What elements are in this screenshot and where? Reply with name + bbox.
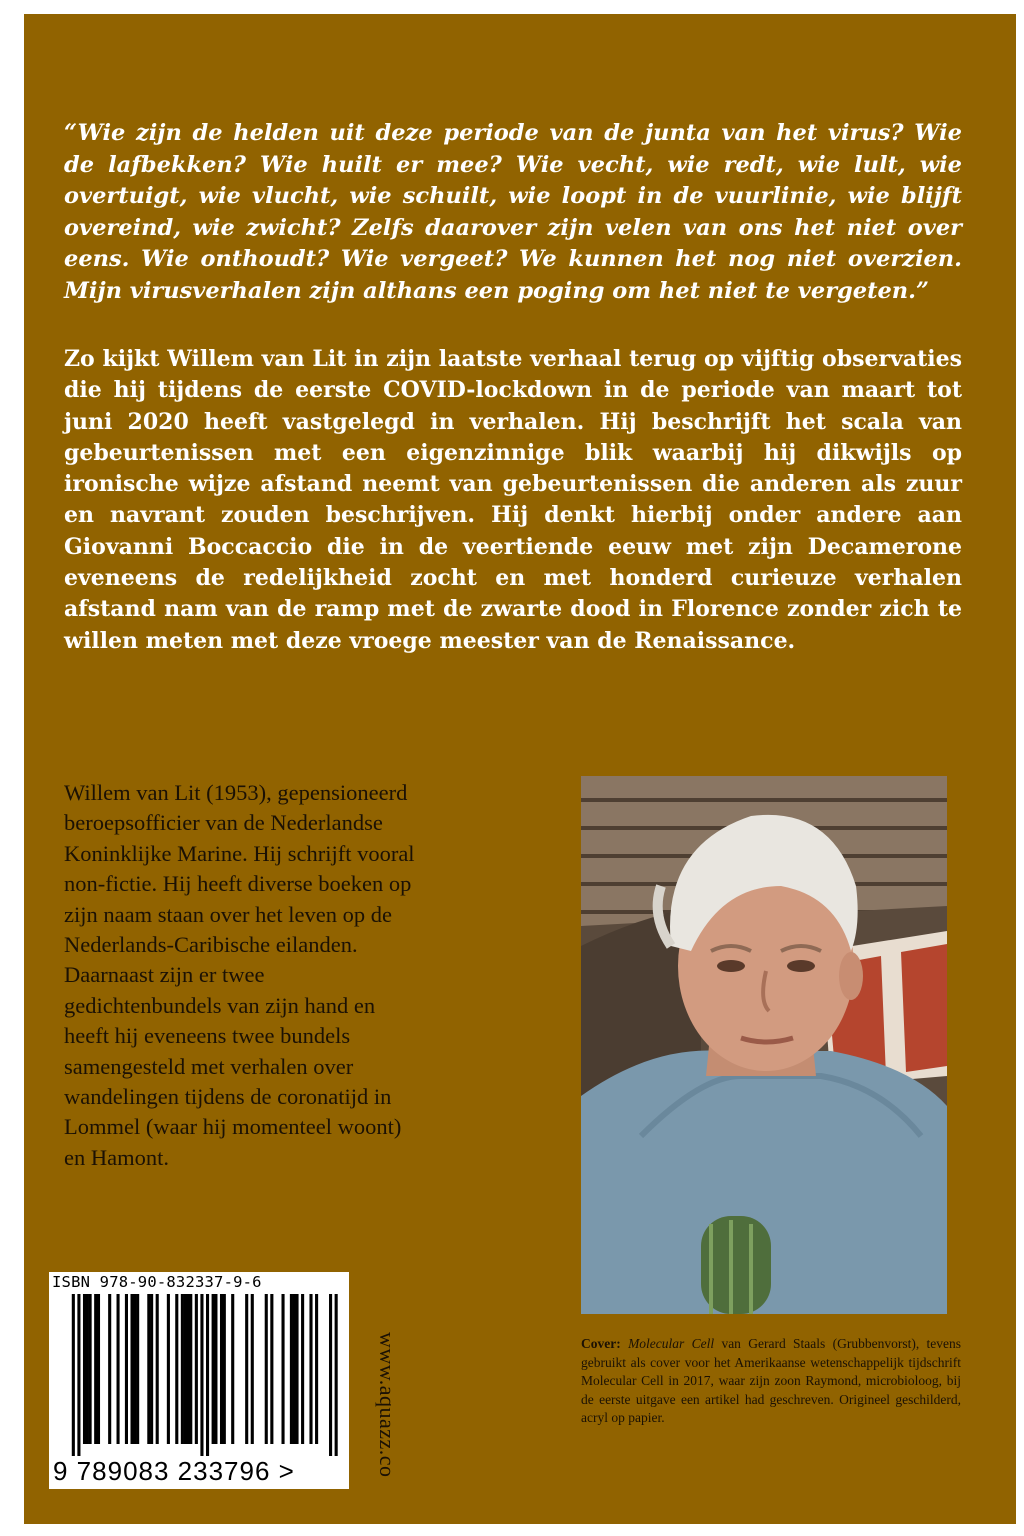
barcode-bar	[186, 1294, 189, 1444]
barcode-bar	[167, 1294, 170, 1444]
bio-line: gedichtenbundels van zijn hand en	[64, 992, 376, 1018]
barcode-bar	[83, 1294, 86, 1444]
bio-line: Lommel (waar hij momenteel woont)	[64, 1114, 402, 1140]
barcode-bar	[97, 1294, 100, 1444]
author-bio	[64, 778, 494, 1173]
isbn-barcode	[49, 1272, 349, 1489]
bio-line: Willem van Lit (1953), gepensioneerd	[64, 780, 408, 805]
bio-line: Koninklijke Marine. Hij schrijft vooral	[64, 840, 415, 866]
barcode-bar	[131, 1294, 134, 1444]
barcode-bar	[220, 1294, 223, 1444]
credits-label: Cover:	[581, 1336, 621, 1351]
credits-title: Molecular Cell	[628, 1336, 715, 1351]
barcode-bar	[147, 1294, 150, 1444]
barcode-bar	[231, 1294, 234, 1444]
barcode-bar	[223, 1294, 226, 1444]
barcode-bar	[86, 1294, 89, 1444]
barcode-bar	[290, 1294, 293, 1444]
barcode-bar	[189, 1294, 192, 1444]
barcode-bar	[136, 1294, 139, 1444]
credits-text: van Gerard Staals (Grubbenvorst), tevens gebruikt als cover voor het Amerikaanse wetenschappelijk tijdschrift Molecular Cell in 2017, waar zijn zoon Raymond, microbioloog, bij de eerste uitgave een artikel had geschreven. Origineel geschilderd, acryl op papier.	[581, 1336, 962, 1426]
barcode-bar	[181, 1294, 184, 1444]
bio-line: non-fictie. Hij heeft diverse boeken op	[64, 871, 412, 897]
barcode-bar	[156, 1294, 159, 1444]
barcode-bar	[133, 1294, 136, 1444]
barcode-bar	[335, 1294, 338, 1456]
barcode-bar	[175, 1294, 178, 1444]
bio-line: heeft hij eveneens twee bundels	[64, 1023, 351, 1049]
barcode-bar	[72, 1294, 75, 1456]
barcode-bar	[125, 1294, 128, 1444]
author-photo	[581, 776, 947, 1314]
barcode-bar	[117, 1294, 120, 1444]
barcode-bar	[281, 1294, 284, 1444]
barcode-bar	[309, 1294, 312, 1444]
barcode-bar	[270, 1294, 273, 1444]
publisher-website: www.aquazz.co	[375, 1332, 400, 1478]
ean-digits: 9 789083 233796 >	[53, 1456, 295, 1486]
barcode-bar	[184, 1294, 187, 1444]
barcode-bar	[77, 1294, 80, 1456]
barcode-bar	[200, 1294, 203, 1456]
barcode-bar	[315, 1294, 318, 1444]
bio-line: zijn naam staan over het leven op de	[64, 901, 392, 927]
barcode-bar	[206, 1294, 209, 1456]
barcode-bar	[214, 1294, 217, 1444]
barcode-bar	[89, 1294, 92, 1444]
barcode-bar	[212, 1294, 215, 1444]
barcode-bar	[301, 1294, 304, 1444]
barcode-bar	[195, 1294, 198, 1444]
isbn-number: ISBN 978-90-832337-9-6	[52, 1273, 262, 1291]
bio-line: beroepsofficier van de Nederlandse	[64, 810, 383, 836]
barcode-bar	[150, 1294, 153, 1444]
cover-credits	[581, 1335, 961, 1428]
barcode-bar	[94, 1294, 97, 1444]
barcode-bar	[293, 1294, 296, 1444]
barcode-bar	[245, 1294, 248, 1444]
book-back-cover	[24, 14, 1016, 1524]
bio-line: wandelingen tijdens de coronatijd in	[64, 1084, 392, 1110]
barcode-bar	[251, 1294, 254, 1444]
bio-line: Daarnaast zijn er twee	[64, 962, 265, 988]
barcode-bar	[108, 1294, 111, 1444]
barcode-bar	[329, 1294, 332, 1456]
barcode-bar	[265, 1294, 268, 1444]
bio-line: en Hamont.	[64, 1144, 169, 1170]
barcode-bars	[55, 1294, 343, 1456]
bio-line: Nederlands-Caribische eilanden.	[64, 932, 358, 958]
author-quote: “Wie zijn de helden uit deze periode van de junta van het virus? Wie de lafbekken? Wie huilt er mee? Wie vecht, wie redt, wie lult, wie overtuigt, wie vlucht, wie schuilt, wie loopt in de vuurlinie, wie blijft overeind, wie zwicht? Zelfs daarover zijn velen van ons het niet over eens. Wie onthoudt? Wie vergeet? We kunnen het nog niet overzien. Mijn virusverhalen zijn althans een poging om het niet te vergeten.”	[64, 120, 962, 304]
barcode-bar	[295, 1294, 298, 1444]
book-blurb: Zo kijkt Willem van Lit in zijn laatste verhaal terug op vijftig observaties die hij tijdens de eerste COVID-lockdown in de periode van maart tot juni 2020 heeft vastgelegd in verhalen. Hij beschrijft het scala van gebeurtenissen met een eigenzinnige blik waarbij hij dikwijls op ironische wijze afstand neemt van gebeurtenissen die anderen als zuur en navrant zouden beschrijven. Hij denkt hierbij onder andere aan Giovanni Boccaccio die in de veertiende eeuw met zijn Decamerone eveneens de redelijkheid zocht en met honderd curieuze verhalen afstand nam van de ramp met de zwarte dood in Florence zonder zich te willen meten met deze vroege meester van de Renaissance.	[64, 346, 962, 654]
bio-line: samengesteld met verhalen over	[64, 1053, 354, 1079]
